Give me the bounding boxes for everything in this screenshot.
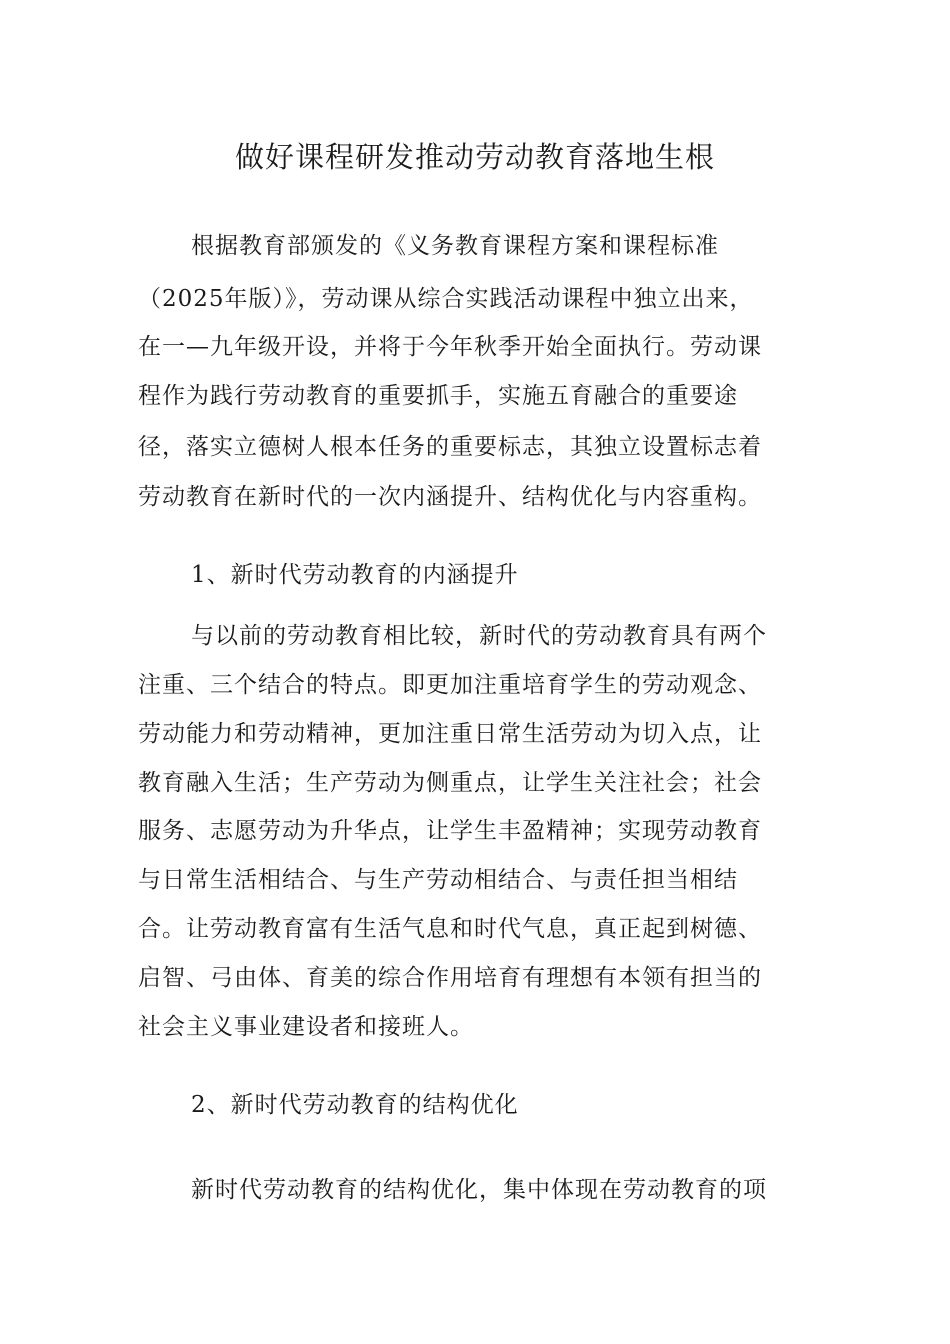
paragraph-line: 合。让劳动教育富有生活气息和时代气息，真正起到树德、 bbox=[138, 916, 762, 942]
paragraph-line: 社会主义事业建设者和接班人。 bbox=[138, 1014, 474, 1040]
paragraph-line: 与以前的劳动教育相比较，新时代的劳动教育具有两个 bbox=[191, 623, 767, 649]
paragraph-line: 注重、三个结合的特点。即更加注重培育学生的劳动观念、 bbox=[138, 672, 762, 698]
paragraph-line: 教育融入生活；生产劳动为侧重点，让学生关注社会；社会 bbox=[138, 770, 762, 796]
paragraph-line: （2025年版）》，劳动课从综合实践活动课程中独立出来， bbox=[138, 286, 754, 312]
section-heading: 2、新时代劳动教育的结构优化 bbox=[191, 1092, 519, 1118]
paragraph-line: 劳动能力和劳动精神，更加注重日常生活劳动为切入点，让 bbox=[138, 721, 762, 747]
paragraph-line: 根据教育部颁发的《义务教育课程方案和课程标准 bbox=[191, 233, 719, 259]
paragraph-line: 程作为践行劳动教育的重要抓手，实施五育融合的重要途 bbox=[138, 383, 738, 409]
paragraph-line: 服务、志愿劳动为升华点，让学生丰盈精神；实现劳动教育 bbox=[138, 818, 762, 844]
section-heading: 1、新时代劳动教育的内涵提升 bbox=[191, 562, 519, 588]
document-title: 做好课程研发推动劳动教育落地生根 bbox=[234, 140, 715, 174]
paragraph-line: 径，落实立德树人根本任务的重要标志，其独立设置标志着 bbox=[138, 434, 762, 460]
paragraph-line: 在一—九年级开设，并将于今年秋季开始全面执行。劳动课 bbox=[138, 334, 762, 360]
paragraph-line: 与日常生活相结合、与生产劳动相结合、与责任担当相结 bbox=[138, 867, 738, 893]
paragraph-line: 劳动教育在新时代的一次内涵提升、结构优化与内容重构。 bbox=[138, 484, 762, 510]
paragraph-line: 新时代劳动教育的结构优化，集中体现在劳动教育的项 bbox=[191, 1177, 767, 1203]
paragraph-line: 启智、弓由体、育美的综合作用培育有理想有本领有担当的 bbox=[138, 965, 762, 991]
